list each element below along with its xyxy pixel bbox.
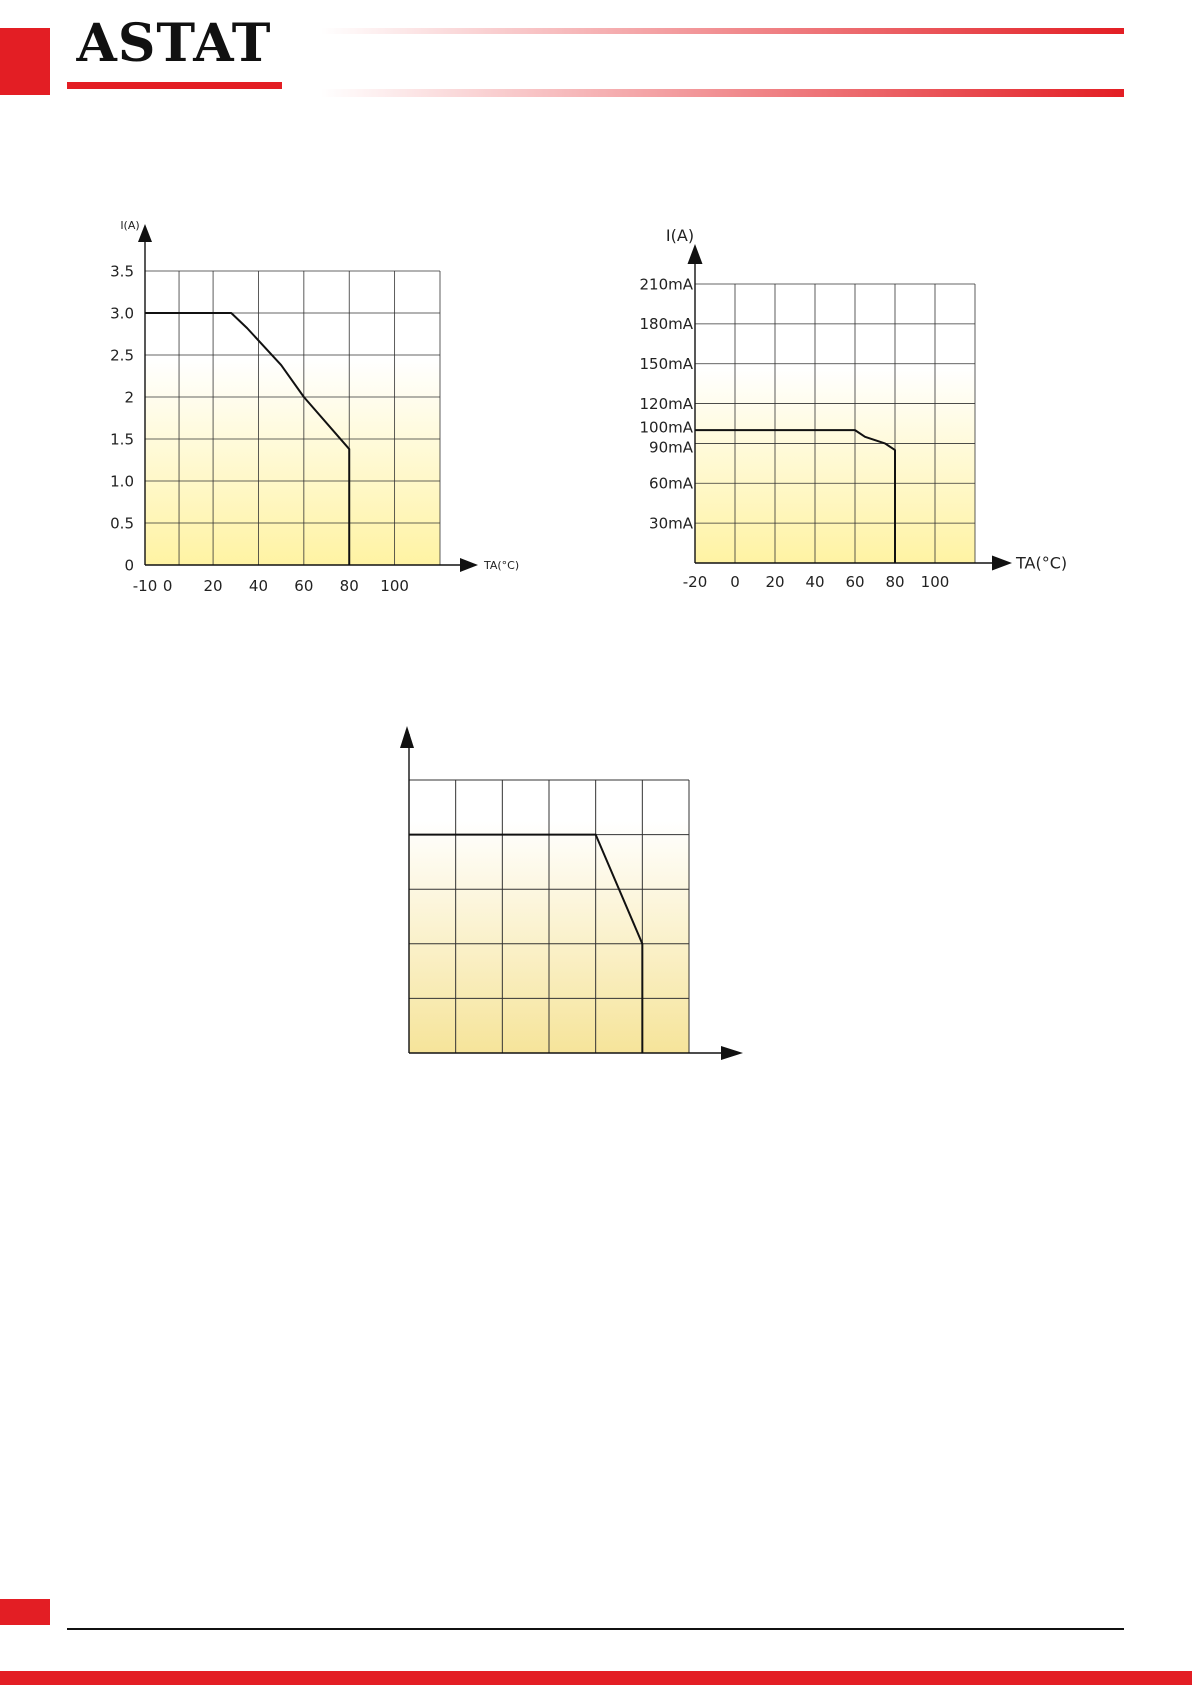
y-tick-label: 0 [124,556,134,575]
y-tick-label: 3.5 [110,262,134,281]
x-tick-label: 40 [805,573,825,591]
y-tick-label: 3.0 [110,304,134,323]
x-tick-label: -10 [132,577,158,595]
x-tick-label: 20 [203,577,223,595]
x-tick-label: 0 [162,577,173,595]
astat-logo: ASTAT [76,13,272,74]
y-tick-label: 30mA [649,514,693,533]
y-tick-label: 2.5 [110,346,134,365]
chart-3 [409,734,737,1053]
footer-red-bar [0,1671,1192,1685]
y-axis-label: I(A) [665,226,695,245]
y-tick-label: 0.5 [110,514,134,533]
chart-2 [639,226,1067,591]
x-axis-label: TA(°C) [484,558,520,572]
x-axis-label: TA(°C) [1016,553,1068,573]
y-axis-arrow [688,244,703,264]
x-axis-arrow [992,556,1012,571]
y-axis-arrow [138,224,152,242]
footer-red-square [0,1599,50,1625]
x-tick-label: 0 [730,573,740,591]
y-axis-label: I(A) [120,219,140,232]
y-tick-label: 1.0 [110,472,134,491]
y-tick-label: 150mA [639,354,693,373]
y-tick-label: 2 [124,388,134,407]
y-tick-label: 90mA [649,438,693,457]
y-tick-label: 60mA [649,474,693,493]
y-tick-label: 120mA [639,394,693,413]
footer-rule [67,1628,1124,1630]
chart-1 [110,219,519,595]
x-axis-arrow [460,558,478,572]
y-tick-label: 180mA [639,315,693,334]
x-tick-label: 100 [920,573,950,591]
plot-area [145,271,440,565]
x-tick-label: 60 [294,577,314,595]
x-tick-label: 40 [248,577,269,595]
x-axis-arrow [721,1046,743,1060]
y-tick-label: 100mA [639,418,693,437]
x-tick-label: 20 [765,573,785,591]
x-tick-label: 80 [885,573,905,591]
plot-area [695,284,975,563]
x-tick-label: 60 [845,573,865,591]
x-tick-label: -20 [682,573,708,591]
y-tick-label: 210mA [639,275,693,294]
x-tick-label: 100 [380,577,409,595]
y-tick-label: 1.5 [110,430,134,449]
x-tick-label: 80 [339,577,359,595]
y-axis-arrow [400,726,414,748]
